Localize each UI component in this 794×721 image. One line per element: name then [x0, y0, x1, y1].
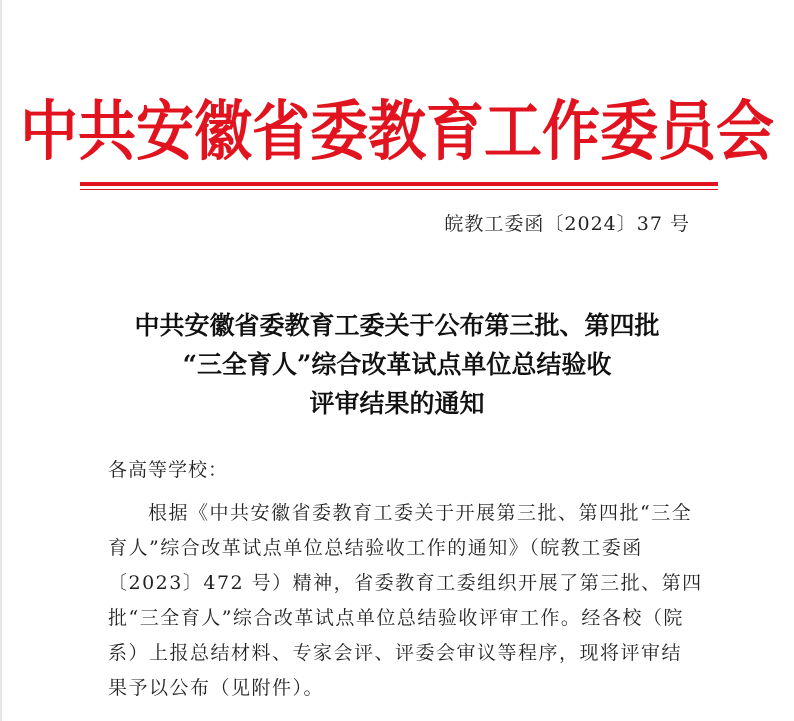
- masthead-red-rule-thick: [80, 182, 718, 186]
- body-line: 〔2023〕472 号）精神，省委教育工委组织开展了第三批、第四: [108, 572, 703, 594]
- body-paragraph: [108, 496, 708, 706]
- issuer-masthead: 中共安徽省委教育工作委员会: [19, 93, 774, 170]
- document-number: 皖教工委函〔2024〕37 号: [444, 213, 690, 235]
- body-line: 育人”综合改革试点单位总结验收工作的通知》（皖教工委函: [108, 537, 643, 559]
- body-line: 批“三全育人”综合改革试点单位总结验收评审工作。经各校（院: [108, 607, 684, 629]
- body-line: 果予以公布（见附件）。: [108, 677, 325, 699]
- title-line: “三全育人”综合改革试点单位总结验收: [182, 350, 612, 379]
- title-line: 评审结果的通知: [309, 389, 485, 418]
- body-line: 系）上报总结材料、专家会评、评委会审议等程序，现将评审结: [108, 642, 683, 664]
- title-line: 中共安徽省委教育工委关于公布第三批、第四批: [134, 311, 660, 340]
- masthead-red-rule-thin: [80, 189, 718, 190]
- document-title: [0, 306, 794, 423]
- body-line: 根据《中共安徽省委教育工委关于开展第三批、第四批“三全: [148, 502, 693, 524]
- salutation: 各高等学校：: [108, 459, 229, 481]
